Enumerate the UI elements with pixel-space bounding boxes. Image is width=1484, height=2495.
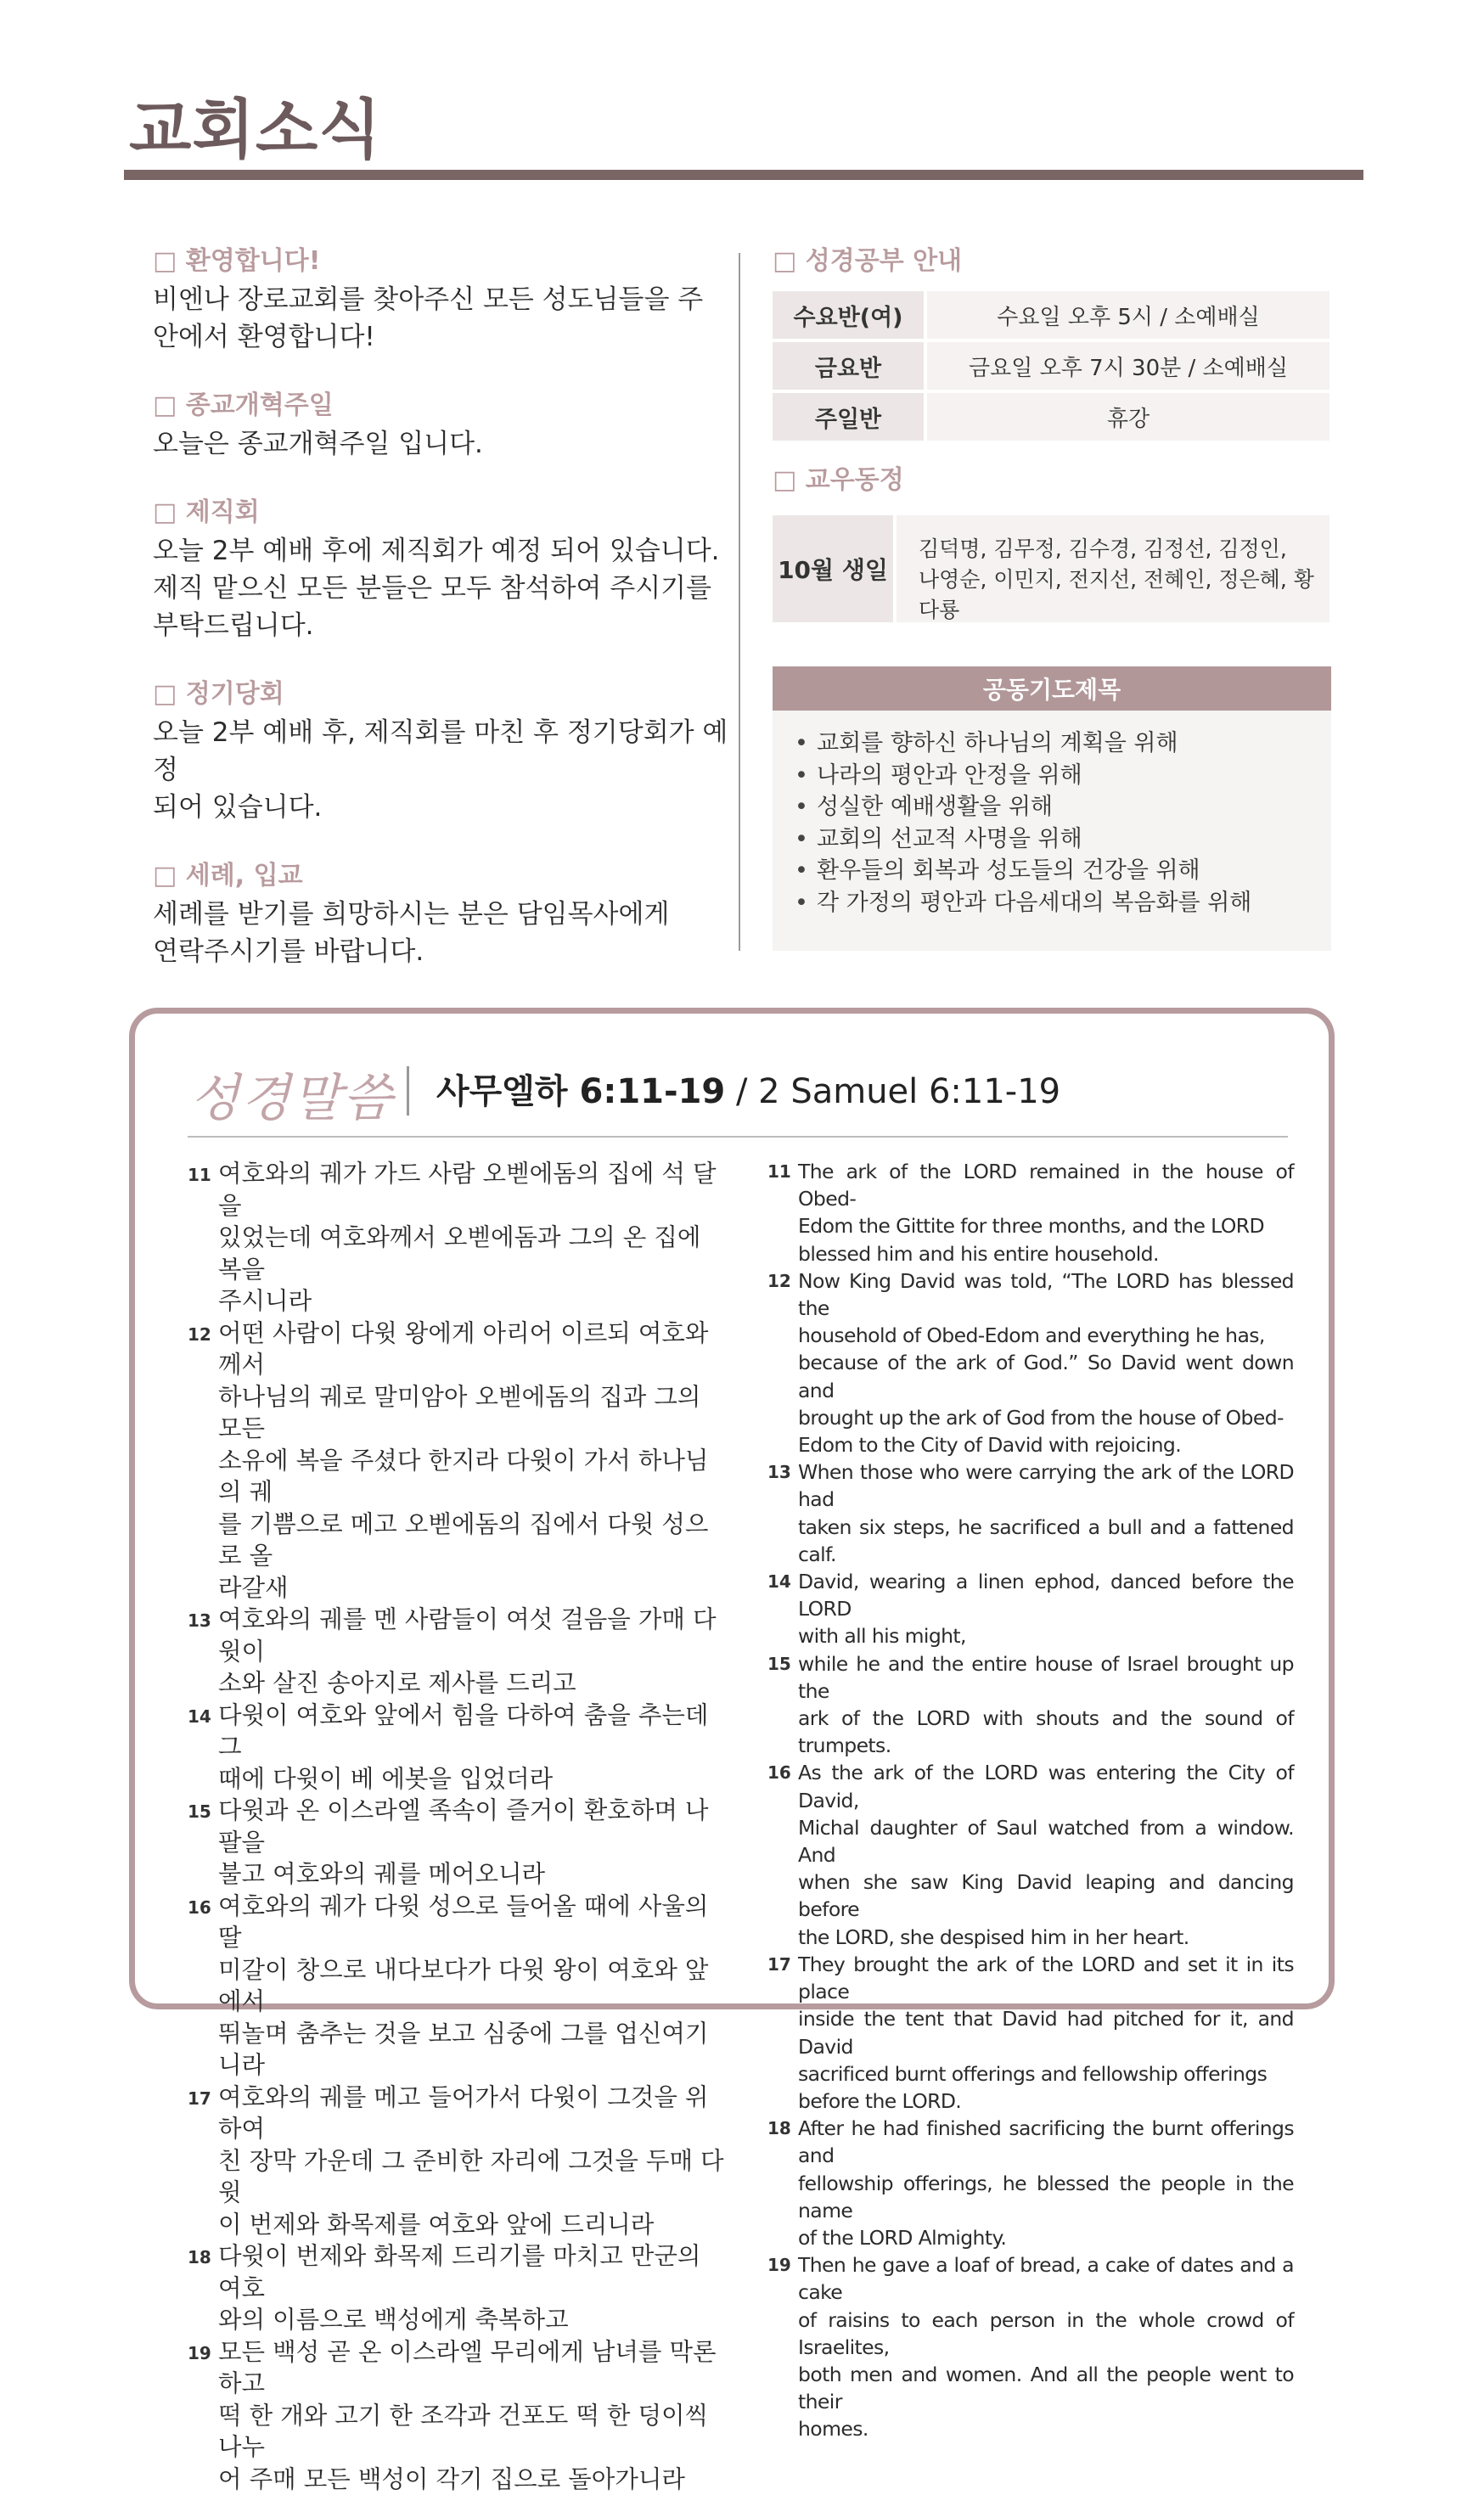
verse-line: ark of the LORD with shouts and the sound of trumpets. (798, 1705, 1294, 1759)
verse-text (218, 1700, 724, 1795)
verse-line: the LORD, she despised him in her heart. (798, 1924, 1294, 1951)
scripture-logo: 성경말씀 (190, 1058, 394, 1131)
prayer-box (773, 666, 1331, 951)
verse (188, 1604, 724, 1700)
verse (188, 1795, 724, 1891)
news-item (153, 242, 730, 356)
news-heading: □ 정기당회 (153, 675, 730, 714)
verse-line: 불고 여호와의 궤를 메어오니라 (218, 1858, 724, 1891)
verse-text (798, 1759, 1294, 1950)
study-row (773, 291, 1329, 339)
prayer-item-text: 교회를 향하신 하나님의 계획을 위해 (817, 730, 1178, 756)
bullet-icon: • (795, 823, 817, 856)
verse (188, 1318, 724, 1604)
logo-divider (407, 1066, 409, 1115)
verse (188, 2240, 724, 2336)
verse (767, 1568, 1294, 1650)
news-body-line: 오늘은 종교개혁주일 입니다. (153, 425, 730, 463)
verse-number: 15 (767, 1650, 798, 1674)
verse-number: 16 (188, 1891, 218, 1918)
verse (188, 1158, 724, 1318)
prayer-item (795, 760, 1331, 792)
news-heading: □ 세례, 입교 (153, 857, 730, 896)
verse (188, 2336, 724, 2495)
title-rule (124, 170, 1363, 180)
study-row (773, 342, 1329, 390)
verse-line: 뛰놀며 춤추는 것을 보고 심중에 그를 업신여기니라 (218, 2018, 724, 2082)
verse-line: 와의 이름으로 백성에게 축복하고 (218, 2304, 724, 2336)
verse-text (798, 2251, 1294, 2442)
members-heading: □ 교우동정 (773, 461, 1329, 500)
news-body-line: 제직 맡으신 모든 분들은 모두 참석하여 주시기를 (153, 570, 730, 607)
news-body-line: 부탁드립니다. (153, 607, 730, 644)
news-body-line: 오늘 2부 예배 후에 제직회가 예정 되어 있습니다. (153, 532, 730, 570)
scripture-rule (188, 1136, 1288, 1138)
verse-line: taken six steps, he sacrificed a bull and a fattened calf. (798, 1514, 1294, 1568)
verse-number: 14 (767, 1568, 798, 1592)
prayer-item-text: 각 가정의 평안과 다음세대의 복음화를 위해 (817, 890, 1251, 916)
verse-line: 친 장막 가운데 그 준비한 자리에 그것을 두매 다윗 (218, 2145, 724, 2209)
news-item (153, 493, 730, 644)
verse-text (218, 2240, 724, 2336)
verse (188, 1891, 724, 2082)
verse-number: 18 (188, 2240, 218, 2267)
verse-text (218, 2336, 724, 2495)
verse-line: Then he gave a loaf of bread, a cake of dates and a cake (798, 2251, 1294, 2306)
verse-text (798, 1951, 1294, 2115)
prayer-item (795, 791, 1331, 823)
english-verses (767, 1158, 1294, 2443)
verse-line: because of the ark of God.” So David went down and (798, 1349, 1294, 1403)
news-item (153, 857, 730, 970)
verse-number: 12 (188, 1318, 218, 1345)
news-body (153, 714, 730, 826)
verse (767, 1267, 1294, 1458)
verse-line: blessed him and his entire household. (798, 1240, 1294, 1267)
news-body (153, 281, 730, 356)
birthday-names-line: 나영순, 이민지, 전지선, 전혜인, 정은혜, 황다룡 (919, 565, 1329, 626)
verse-line: 여호와의 궤가 가드 사람 오벧에돔의 집에 석 달을 (218, 1158, 724, 1222)
verse-line: 여호와의 궤가 다윗 성으로 들어올 때에 사울의 딸 (218, 1891, 724, 1954)
verse-line: 때에 다윗이 베 에봇을 입었더라 (218, 1763, 724, 1795)
bullet-icon: • (795, 760, 817, 792)
verse-text (798, 1158, 1294, 1267)
verse (767, 2115, 1294, 2251)
verse-line: They brought the ark of the LORD and set it in its place (798, 1951, 1294, 2005)
birthday-label: 10월 생일 (773, 515, 893, 622)
verse-number: 12 (767, 1267, 798, 1291)
verse-text (798, 2115, 1294, 2251)
verse-line: When those who were carrying the ark of the LORD had (798, 1458, 1294, 1513)
study-class-schedule: 휴강 (927, 393, 1329, 441)
verse-text (798, 1458, 1294, 1568)
verse-line: homes. (798, 2415, 1294, 2442)
prayer-title: 공동기도제목 (773, 666, 1331, 711)
verse-number: 17 (188, 2082, 218, 2109)
verse-line: 떡 한 개와 고기 한 조각과 건포도 떡 한 덩이씩 나누 (218, 2400, 724, 2464)
verse-line: sacrificed burnt offerings and fellowship offerings (798, 2060, 1294, 2088)
verse-line: before the LORD. (798, 2088, 1294, 2115)
news-body-line: 비엔나 장로교회를 찾아주신 모든 성도님들을 주 (153, 281, 730, 318)
page-title: 교회소식 (129, 78, 382, 171)
verse-number: 13 (188, 1604, 218, 1631)
birthday-box (773, 515, 1329, 622)
korean-verses (188, 1158, 724, 2495)
prayer-item-text: 환우들의 회복과 성도들의 건강을 위해 (817, 857, 1200, 884)
verse (767, 2251, 1294, 2442)
verse-line: inside the tent that David had pitched for it, and David (798, 2005, 1294, 2059)
prayer-item (795, 855, 1331, 887)
prayer-list (773, 728, 1331, 919)
news-body (153, 425, 730, 463)
news-body-line: 세례를 받기를 희망하시는 분은 담임목사에게 (153, 896, 730, 933)
verse-number: 16 (767, 1759, 798, 1783)
verse-line: 다윗과 온 이스라엘 족속이 즐거이 환호하며 나팔을 (218, 1795, 724, 1858)
news-body (153, 532, 730, 644)
verse-line: 주시니라 (218, 1285, 724, 1318)
birthday-names (897, 515, 1329, 622)
verse-number: 18 (767, 2115, 798, 2138)
study-class-schedule: 수요일 오후 5시 / 소예배실 (927, 291, 1329, 339)
verse-number: 17 (767, 1951, 798, 1975)
info-column (773, 242, 1329, 622)
verse (767, 1458, 1294, 1568)
verse-text (798, 1267, 1294, 1458)
verse-text (218, 1158, 724, 1318)
verse (767, 1759, 1294, 1950)
prayer-item (795, 887, 1331, 919)
news-heading: □ 환영합니다! (153, 242, 730, 281)
verse-line: of the LORD Almighty. (798, 2224, 1294, 2251)
bible-study-table (773, 291, 1329, 441)
verse-line: 있었는데 여호와께서 오벧에돔과 그의 온 집에 복을 (218, 1222, 724, 1285)
study-class-schedule: 금요일 오후 7시 30분 / 소예배실 (927, 342, 1329, 390)
column-divider (739, 253, 740, 951)
verse-text (798, 1568, 1294, 1650)
verse-number: 13 (767, 1458, 798, 1482)
verse-line: Edom to the City of David with rejoicing. (798, 1431, 1294, 1458)
verse-line: 소와 살진 송아지로 제사를 드리고 (218, 1667, 724, 1700)
news-body-line: 연락주시기를 바랍니다. (153, 933, 730, 970)
verse (188, 1700, 724, 1795)
news-body-line: 되어 있습니다. (153, 789, 730, 826)
prayer-item (795, 823, 1331, 856)
news-body (153, 896, 730, 970)
verse-line: 하나님의 궤로 말미암아 오벧에돔의 집과 그의 모든 (218, 1381, 724, 1445)
verse-line: 여호와의 궤를 메고 들어가서 다윗이 그것을 위하여 (218, 2082, 724, 2145)
verse-line: brought up the ark of God from the house of Obed- (798, 1404, 1294, 1431)
verse (767, 1158, 1294, 1267)
verse-number: 14 (188, 1700, 218, 1727)
news-item (153, 675, 730, 826)
verse-number: 11 (188, 1158, 218, 1185)
verse-number: 15 (188, 1795, 218, 1822)
news-column (153, 242, 730, 1001)
verse-text (798, 1650, 1294, 1760)
verse-line: 를 기쁨으로 메고 오벧에돔의 집에서 다윗 성으로 올 (218, 1509, 724, 1572)
prayer-item (795, 728, 1331, 760)
study-row (773, 393, 1329, 441)
prayer-item-text: 나라의 평안과 안정을 위해 (817, 762, 1082, 789)
scripture-reference (436, 1065, 1060, 1113)
verse (767, 1951, 1294, 2115)
study-class-label: 수요반(여) (773, 291, 924, 339)
verse-text (218, 1318, 724, 1604)
verse-line: Michal daughter of Saul watched from a window. And (798, 1814, 1294, 1868)
reference-korean: 사무엘하 6:11-19 (436, 1072, 725, 1111)
verse-text (218, 1604, 724, 1700)
study-class-label: 금요반 (773, 342, 924, 390)
bullet-icon: • (795, 728, 817, 760)
prayer-item-text: 성실한 예배생활을 위해 (817, 794, 1053, 820)
verse-text (218, 1891, 724, 2082)
verse-line: After he had finished sacrificing the burnt offerings and (798, 2115, 1294, 2169)
birthday-names-line: 김덕명, 김무정, 김수경, 김정선, 김정인, (919, 534, 1329, 565)
verse-number: 19 (188, 2336, 218, 2363)
prayer-item-text: 교회의 선교적 사명을 위해 (817, 826, 1082, 852)
verse-line: 다윗이 번제와 화목제 드리기를 마치고 만군의 여호 (218, 2240, 724, 2304)
verse-line: household of Obed-Edom and everything he has, (798, 1322, 1294, 1349)
news-heading: □ 종교개혁주일 (153, 386, 730, 425)
news-heading: □ 제직회 (153, 493, 730, 532)
reference-separator: / (725, 1072, 758, 1111)
verse-line: 어떤 사람이 다윗 왕에게 아리어 이르되 여호와께서 (218, 1318, 724, 1381)
verse-line: while he and the entire house of Israel brought up the (798, 1650, 1294, 1705)
news-item (153, 386, 730, 463)
verse (767, 1650, 1294, 1760)
verse-text (218, 1795, 724, 1891)
verse-line: both men and women. And all the people went to their (798, 2361, 1294, 2415)
news-body-line: 안에서 환영합니다! (153, 318, 730, 356)
verse-number: 11 (767, 1158, 798, 1182)
verse-line: 라갈새 (218, 1572, 724, 1604)
verse-line: As the ark of the LORD was entering the City of David, (798, 1759, 1294, 1813)
verse-line: 이 번제와 화목제를 여호와 앞에 드리니라 (218, 2209, 724, 2241)
verse-line: David, wearing a linen ephod, danced before the LORD (798, 1568, 1294, 1622)
verse-line: fellowship offerings, he blessed the people in the name (798, 2170, 1294, 2224)
bible-study-heading: □ 성경공부 안내 (773, 242, 1329, 281)
verse-line: 모든 백성 곧 온 이스라엘 무리에게 남녀를 막론하고 (218, 2336, 724, 2400)
verse-line: when she saw King David leaping and dancing before (798, 1868, 1294, 1923)
verse-line: 여호와의 궤를 멘 사람들이 여섯 걸음을 가매 다윗이 (218, 1604, 724, 1667)
verse-line: The ark of the LORD remained in the house of Obed- (798, 1158, 1294, 1212)
verse-line: of raisins to each person in the whole crowd of Israelites, (798, 2307, 1294, 2361)
verse-line: Edom the Gittite for three months, and the LORD (798, 1212, 1294, 1239)
verse-number: 19 (767, 2251, 798, 2275)
bullet-icon: • (795, 855, 817, 887)
verse-line: 미갈이 창으로 내다보다가 다윗 왕이 여호와 앞에서 (218, 1954, 724, 2018)
verse-line: 다윗이 여호와 앞에서 힘을 다하여 춤을 추는데 그 (218, 1700, 724, 1763)
reference-english: 2 Samuel 6:11-19 (758, 1072, 1060, 1111)
verse-line: with all his might, (798, 1622, 1294, 1649)
news-body-line: 오늘 2부 예배 후, 제직회를 마친 후 정기당회가 예정 (153, 714, 730, 789)
bullet-icon: • (795, 791, 817, 823)
verse-line: Now King David was told, “The LORD has blessed the (798, 1267, 1294, 1322)
bullet-icon: • (795, 887, 817, 919)
verse-line: 소유에 복을 주셨다 한지라 다윗이 가서 하나님의 궤 (218, 1445, 724, 1509)
scripture-box (129, 1008, 1335, 2009)
verse-line: 어 주매 모든 백성이 각기 집으로 돌아가니라 (218, 2464, 724, 2495)
study-class-label: 주일반 (773, 393, 924, 441)
